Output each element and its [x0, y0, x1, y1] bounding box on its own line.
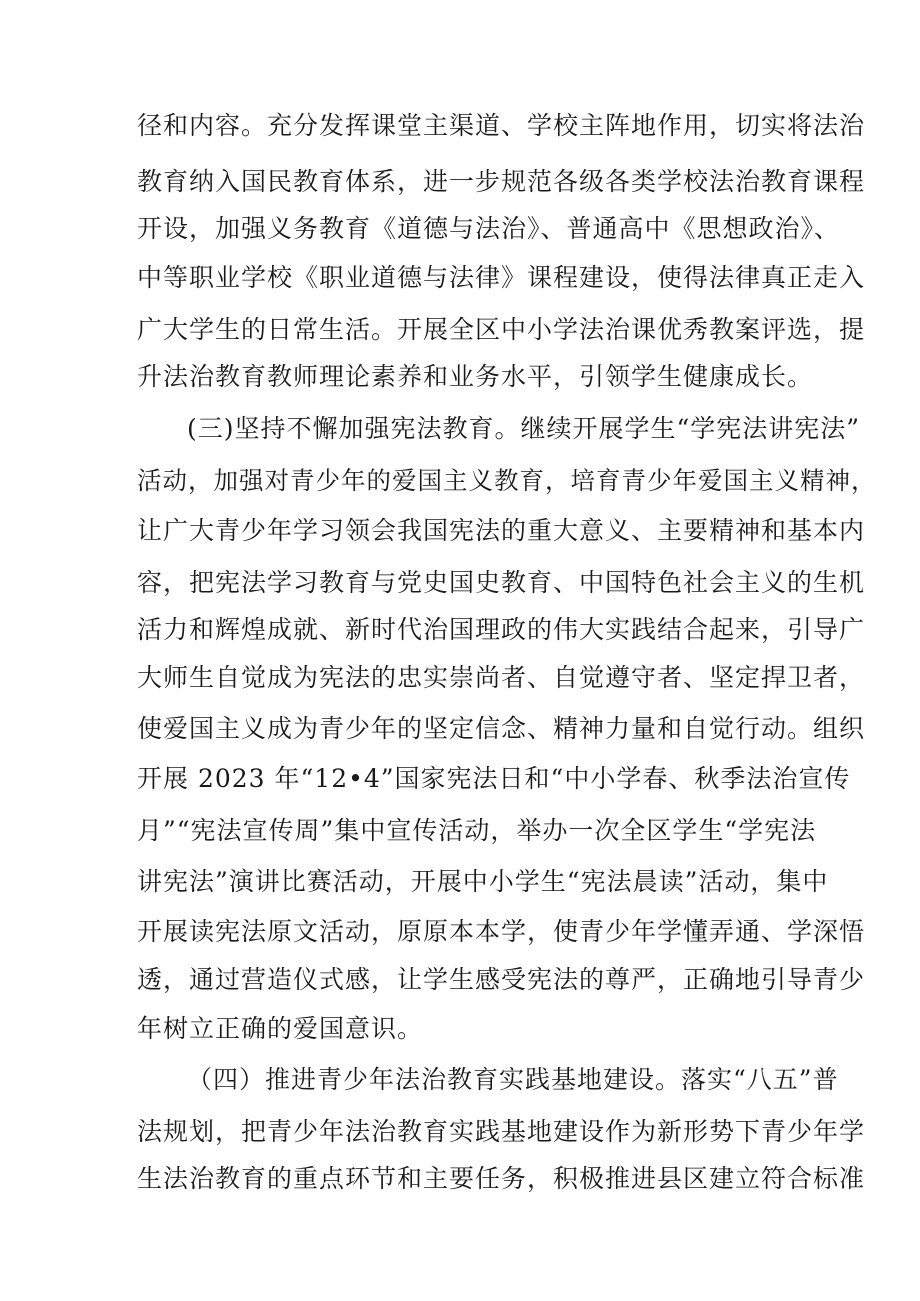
text-line: 使爱国主义成为青少年的坚定信念、精神力量和自觉行动。组织	[137, 714, 866, 743]
text-line: 年树立正确的爱国意识。	[137, 1014, 424, 1043]
text-line: 广大学生的日常生活。开展全区中小学法治课优秀教案评选，提	[137, 315, 866, 344]
text-line: 开展读宪法原文活动，原原本本学，使青少年学懂弄通、学深悟	[137, 917, 866, 946]
text-line: 径和内容。充分发挥课堂主渠道、学校主阵地作用，切实将法治	[137, 111, 866, 140]
text-line: 大师生自觉成为宪法的忠实崇尚者、自觉遵守者、坚定捍卫者，	[137, 663, 866, 692]
text-line: 教育纳入国民教育体系，进一步规范各级各类学校法治教育课程	[137, 167, 866, 196]
text-line: 生法治教育的重点环节和主要任务，积极推进县区建立符合标准	[137, 1164, 866, 1193]
text-line: 容，把宪法学习教育与党史国史教育、中国特色社会主义的生机	[137, 568, 866, 597]
text-line: 开设，加强义务教育《道德与法治》、普通高中《思想政治》、	[137, 214, 841, 243]
text-line: 让广大青少年学习领会我国宪法的重大意义、主要精神和基本内	[137, 516, 866, 545]
text-line: 透，通过营造仪式感，让学生感受宪法的尊严，正确地引导青少	[137, 965, 866, 994]
text-line: 法规划，把青少年法治教育实践基地建设作为新形势下青少年学	[137, 1117, 866, 1146]
text-line: 活力和辉煌成就、新时代治国理政的伟大实践结合起来，引导广	[137, 615, 866, 644]
text-line: 月”“宪法宣传周”集中宣传活动，举办一次全区学生“学宪法	[137, 816, 817, 845]
section-heading-4: （四）推进青少年法治教育实践基地建设。落实“八五”普	[187, 1065, 839, 1094]
section-heading-3: (三)坚持不懈加强宪法教育。继续开展学生“学宪法讲宪法”	[187, 414, 861, 443]
text-line: 开展 2023 年“12•4”国家宪法日和“中小学春、秋季法治宣传	[137, 764, 851, 793]
text-line: 升法治教育教师理论素养和业务水平，引领学生健康成长。	[137, 362, 814, 391]
text-line: 讲宪法”演讲比赛活动，开展中小学生“宪法晨读”活动，集中	[137, 867, 829, 896]
text-line: 中等职业学校《职业道德与法律》课程建设，使得法律真正走入	[137, 263, 866, 292]
text-line: 活动，加强对青少年的爱国主义教育，培育青少年爱国主义精神，	[137, 466, 877, 495]
